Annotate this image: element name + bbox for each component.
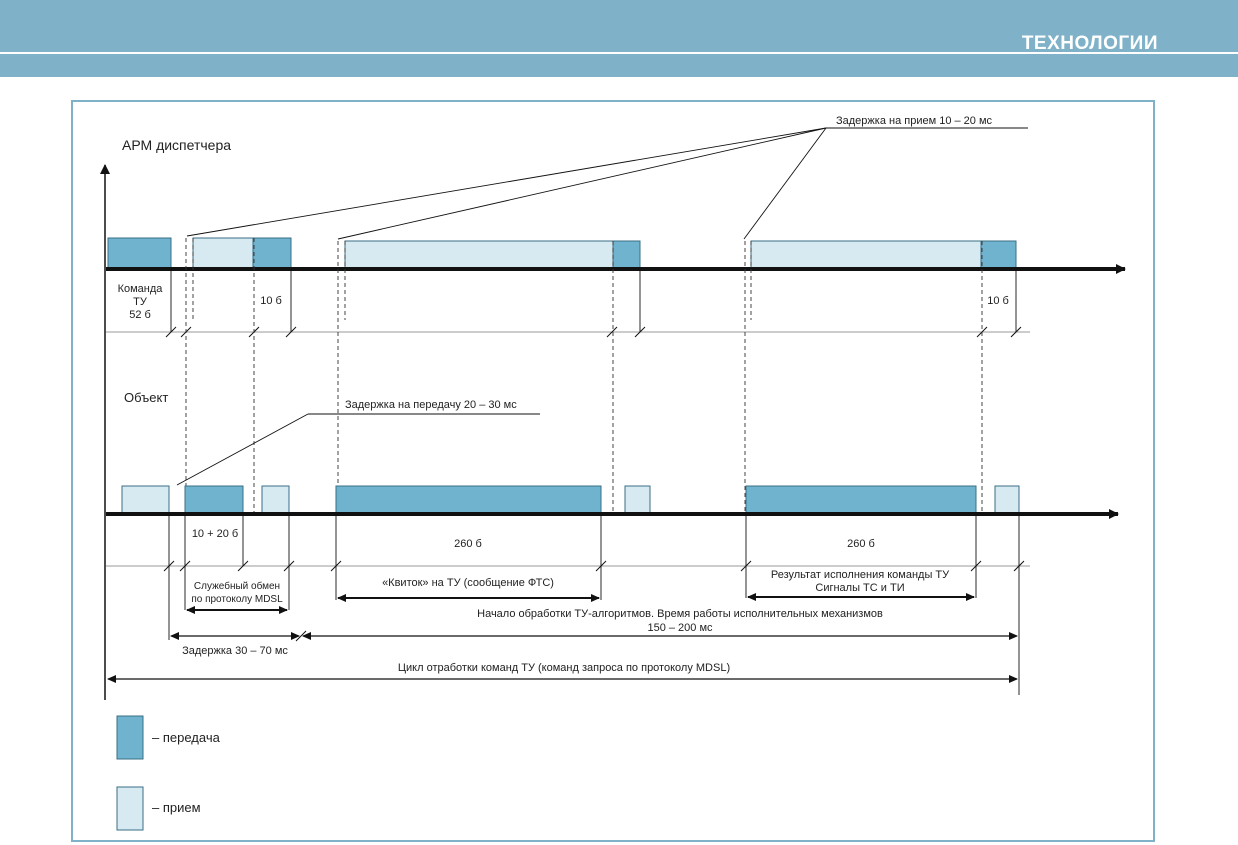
command-label-line2: ТУ <box>133 296 147 308</box>
service-label-line2: по протоколу MDSL <box>191 594 283 605</box>
arm-receive-block-1 <box>193 238 253 268</box>
arm-ack-block-3 <box>981 241 1016 268</box>
delay-receive-label: Задержка на прием 10 – 20 мс <box>836 115 993 127</box>
arm-ack-block-2 <box>613 241 640 268</box>
delay-transmit-pointer <box>177 414 308 485</box>
legend-receive-label: – прием <box>152 800 201 815</box>
arm-ack-block-1 <box>253 238 291 268</box>
obj-transmit-block-2 <box>336 486 601 513</box>
obj-receive-block-1 <box>122 486 169 513</box>
arm-receive-block-3 <box>751 241 981 268</box>
delay-receive-pointers <box>187 128 826 239</box>
delay-transmit-label: Задержка на передачу 20 – 30 мс <box>345 399 517 411</box>
dashed-guides <box>186 238 982 513</box>
kvitok-label: «Квиток» на ТУ (сообщение ФТС) <box>382 577 554 589</box>
legend-receive-swatch <box>117 787 143 830</box>
legend-transmit-swatch <box>117 716 143 759</box>
cycle-label: Цикл отработки команд ТУ (команд запроса по протоколу MDSL) <box>397 662 731 674</box>
result-label-line2: Сигналы ТС и ТИ <box>815 582 905 594</box>
command-label-line1: Команда <box>117 283 163 295</box>
arm-receive-block-2 <box>345 241 613 268</box>
obj-receive-block-2 <box>262 486 289 513</box>
obj-size-label-3: 260 б <box>847 538 875 550</box>
processing-label-line2: 150 – 200 мс <box>647 622 713 634</box>
result-label-line1: Результат исполнения команды ТУ <box>770 569 950 581</box>
obj-transmit-block-1 <box>185 486 243 513</box>
arm-command-block <box>108 238 171 268</box>
arm-tick-lines <box>171 269 1016 332</box>
obj-size-label-2: 260 б <box>454 538 482 550</box>
arm-label: АРМ диспетчера <box>122 137 232 153</box>
processing-label-line1: Начало обработки ТУ-алгоритмов. Время работы исполнительных механизмов <box>477 608 883 620</box>
service-label-line1: Служебный обмен <box>193 581 281 592</box>
obj-receive-block-4 <box>995 486 1019 513</box>
legend-transmit-label: – передача <box>152 730 220 745</box>
obj-size-label-1: 10 + 20 б <box>191 528 239 540</box>
command-label-line3: 52 б <box>129 309 151 321</box>
delay-30-70-label: Задержка 30 – 70 мс <box>182 645 288 657</box>
ack-size-label-2: 10 б <box>987 295 1009 307</box>
section-title: ТЕХНОЛОГИИ <box>1021 33 1158 54</box>
object-label: Объект <box>124 390 169 405</box>
obj-transmit-block-3 <box>746 486 976 513</box>
obj-receive-block-3 <box>625 486 650 513</box>
ack-size-label-1: 10 б <box>260 295 282 307</box>
